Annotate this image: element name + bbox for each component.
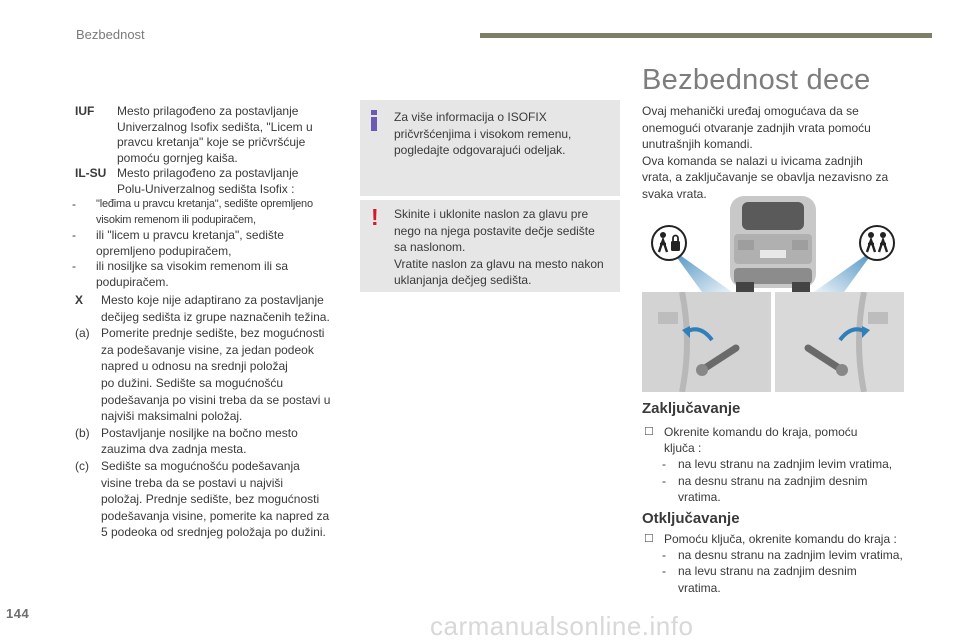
text-line: visine treba da se postavi u najviši bbox=[101, 475, 284, 490]
text-line: onemogući otvaranje zadnjih vrata pomoću bbox=[642, 120, 871, 135]
text-line: za podešavanje visine, za jedan podeok bbox=[101, 342, 314, 357]
note-key: (c) bbox=[75, 458, 89, 473]
text-line: Pomoću ključa, okrenite komandu do kraja : bbox=[664, 532, 897, 546]
definition-il-su bbox=[75, 166, 337, 197]
dash-item: - ili "licem u pravcu kretanja", sedište opremljeno podupiračem, bbox=[72, 228, 284, 258]
checkbox-bullet-icon: ☐ bbox=[644, 533, 654, 545]
arrow-left-icon bbox=[680, 322, 716, 342]
checkbox-bullet-icon: ☐ bbox=[644, 426, 654, 438]
text-line: na levu stranu na zadnjim desnim bbox=[678, 564, 857, 579]
text-line: 5 podeoka od srednjeg položaja po dužini. bbox=[101, 525, 326, 540]
dash-item: - "leđima u pravcu kretanja", sedište opremljeno visokim remenom ili podupiračem, bbox=[72, 197, 337, 228]
car-rear-illustration bbox=[642, 188, 904, 292]
text-line: uklanjanja dečjeg sedišta. bbox=[394, 273, 532, 287]
text-line: unutrašnjih komandi. bbox=[642, 137, 753, 152]
text-line: vrata, a zaključavanje se obavlja nezavisno za bbox=[642, 170, 889, 185]
text-line: svaka vrata. bbox=[642, 186, 707, 201]
list-item: - na desnu stranu na zadnjim levim vratima, bbox=[662, 548, 903, 563]
note-x bbox=[75, 292, 337, 325]
text-line: na desnu stranu na zadnjim levim vratima, bbox=[678, 548, 903, 563]
list-item: - na levu stranu na zadnjim desnim vratima. bbox=[662, 564, 857, 595]
text-line: vratima. bbox=[678, 580, 721, 595]
text-line: Okrenite komandu do kraja, pomoću bbox=[664, 425, 858, 439]
text-line: opremljeno podupiračem, bbox=[96, 243, 232, 258]
text-line: Ova komanda se nalazi u ivicama zadnjih bbox=[642, 153, 863, 168]
text-line: "leđima u pravcu kretanja", sedište opremljeno bbox=[96, 198, 313, 210]
note-b bbox=[75, 425, 337, 458]
definition-term: IL-SU bbox=[75, 166, 107, 180]
text-line: Mesto koje nije adaptirano za postavljanje bbox=[101, 293, 324, 307]
definition-description bbox=[117, 166, 337, 197]
text-line: Vratite naslon za glavu na mesto nakon bbox=[394, 256, 604, 271]
text-line: na levu stranu na zadnjim levim vratima, bbox=[678, 457, 893, 472]
info-icon bbox=[370, 110, 378, 130]
text-line: Postavljanje nosiljke na bočno mesto bbox=[101, 425, 298, 440]
text-line: Mesto prilagođeno za postavljanje bbox=[117, 166, 299, 180]
list-item: - na levu stranu na zadnjim levim vratima, bbox=[662, 457, 893, 472]
text-line: Ovaj mehanički uređaj omogućava da se bbox=[642, 104, 859, 118]
text-line: sa naslonom. bbox=[394, 240, 466, 254]
definition-iuf bbox=[75, 104, 337, 166]
text-line: ili "licem u pravcu kretanja", sedište bbox=[96, 228, 284, 242]
text-line: po dužini. Sedište sa mogućnošću bbox=[101, 375, 284, 390]
header-title: Bezbednost bbox=[76, 27, 145, 42]
text-line: pravcu kretanja" koje se pričvršćuje bbox=[117, 135, 306, 149]
locking-steps bbox=[642, 424, 904, 505]
unlocking-steps bbox=[642, 531, 904, 596]
text-line: ključa : bbox=[664, 441, 702, 456]
note-key: X bbox=[75, 293, 84, 307]
definition-term: IUF bbox=[75, 104, 95, 118]
section-title: Bezbednost dece bbox=[642, 64, 871, 96]
text-line: podešavanja po visini treba da se postavi u bbox=[101, 392, 331, 407]
text-line: Skinite i uklonite naslon za glavu pre bbox=[394, 207, 589, 221]
info-box bbox=[360, 100, 620, 196]
notes-block bbox=[75, 292, 337, 541]
arrow-right-icon bbox=[836, 322, 872, 342]
watermark: carmanualsonline.info bbox=[430, 611, 694, 641]
child-lock-icon bbox=[650, 224, 688, 262]
text-line: Mesto prilagođeno za postavljanje bbox=[117, 104, 299, 118]
dash-item: - ili nosiljke sa visokim remenom ili sa podupiračem. bbox=[72, 259, 289, 289]
warning-box bbox=[360, 200, 620, 292]
text-line: Sedište sa mogućnošću podešavanja bbox=[101, 458, 300, 473]
text-line: ili nosiljke sa visokim remenom ili sa bbox=[96, 259, 289, 273]
note-key: (a) bbox=[75, 326, 90, 341]
text-line: pričvršćenjima i visokom remenu, bbox=[394, 126, 572, 141]
warning-icon: ! bbox=[371, 204, 379, 230]
text-line: zauzima dva zadnja mesta. bbox=[101, 442, 247, 457]
text-line: najviši maksimalni položaj. bbox=[101, 409, 243, 424]
text-line: Pomerite prednje sedište, bez mogućnosti bbox=[101, 326, 325, 341]
text-line: podupiračem. bbox=[96, 274, 169, 289]
text-line: pogledajte odgovarajući odeljak. bbox=[394, 143, 566, 157]
note-key: (b) bbox=[75, 425, 90, 440]
text-line: na desnu stranu na zadnjim desnim bbox=[678, 473, 868, 488]
list-item bbox=[642, 424, 904, 456]
door-lock-photos bbox=[642, 292, 904, 392]
locking-heading: Zaključavanje bbox=[642, 400, 741, 417]
text-line: položaj. Prednje sedište, bez mogućnosti bbox=[101, 492, 320, 507]
header-bar bbox=[480, 33, 932, 38]
text-line: Univerzalnog Isofix sedišta, "Licem u bbox=[117, 119, 313, 134]
child-unlock-icon bbox=[858, 224, 896, 262]
text-line: Za više informacija o ISOFIX bbox=[394, 110, 547, 124]
text-line: dečijeg sedišta iz grupe naznačenih težina. bbox=[101, 309, 330, 324]
warning-text bbox=[394, 206, 612, 289]
note-a bbox=[75, 325, 337, 425]
text-line: podešavanja visine, pomerite ka napred za bbox=[101, 508, 330, 523]
text-line: napred u odnosu na srednji položaj bbox=[101, 359, 288, 374]
info-text bbox=[394, 109, 612, 159]
text-line: pomoću gornjeg kaiša. bbox=[117, 150, 238, 165]
note-c bbox=[75, 458, 337, 541]
text-line: vratima. bbox=[678, 489, 721, 504]
unlocking-heading: Otključavanje bbox=[642, 510, 740, 527]
page-number: 144 bbox=[6, 606, 30, 621]
text-line: nego na njega postavite dečje sedište bbox=[394, 223, 595, 238]
text-line: Polu-Univerzalnog sedišta Isofix : bbox=[117, 181, 295, 196]
definition-description bbox=[117, 104, 337, 166]
definitions-block bbox=[72, 104, 337, 290]
text-line: visokim remenom ili podupiračem, bbox=[96, 213, 256, 226]
list-item bbox=[642, 531, 904, 547]
list-item: - na desnu stranu na zadnjim desnim vratima. bbox=[662, 473, 868, 504]
